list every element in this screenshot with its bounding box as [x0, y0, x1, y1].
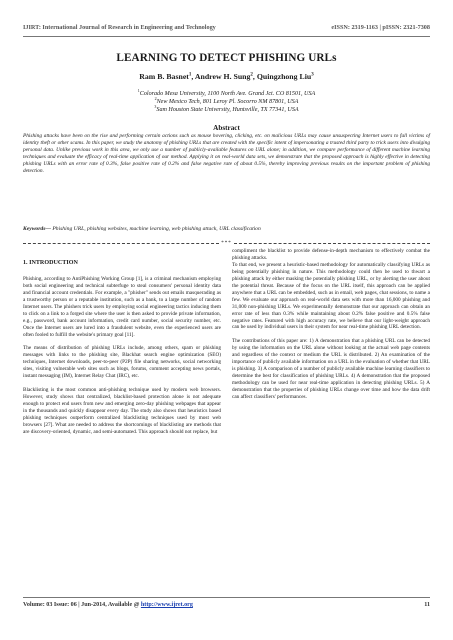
affiliation-text: New Mexico Tech, 801 Leroy Pl. Socorro NM 87801, USA — [156, 99, 299, 106]
footer-volume — [23, 602, 193, 608]
affiliation-sup: 3 — [154, 104, 157, 109]
author-name: Ram B. Basnet — [139, 72, 189, 81]
issn: eISSN: 2319-1163 | pISSN: 2321-7308 — [331, 24, 430, 31]
author-name: Quingzhong Liu — [256, 72, 312, 81]
volume-text: Volume: 03 Issue: 06 | Jun-2014, Available @ — [23, 602, 141, 608]
author-sup: 2 — [250, 72, 253, 78]
separator-dash — [234, 243, 430, 244]
header-rule — [23, 36, 430, 37]
body-paragraph: Blacklisting is the most common anti-phishing technique used by modern web browsers. However, study shows that centralized, blacklist-based protection alone is not adequate enough to protect end users from new and emerging zero-day phishing webpages that appear in the thousands and quickly disappear every day. The study also shows that heuristics based phishing techniques outperform centralized blacklisting techniques used by most web browsers [27]. What are needed to address the shortcomings of blacklisting are methods that are discovery-oriented, dynamic, and semi-automated. This approach should not replace, but — [23, 387, 221, 435]
author-sup: 1 — [188, 72, 192, 78]
left-column — [23, 258, 221, 436]
keywords-text: Phishing URL, phishing websites, machine learning, web phishing attack, URL classification — [50, 226, 261, 232]
section-separator — [23, 240, 430, 246]
body-paragraph: The contributions of this paper are: 1) A demonstration that a phishing URL can be detected by using the information on the URL alone without looking at the actual web page contents and regardless of the context or medium the URL is distributed. 2) An examination of the importance of publicly available information on a URL in the evaluation of whether that URL is phishing. 3) A comparison of a number of publicly available machine learning classifiers to determine the best for classification of phishing URLs. 4) A demonstration that the proposed methodology can be used for near real-time application in detecting phishing URLs. 5) A demonstration that the properties of phishing URLs change over time and how the data drift can affect classifiers' performances. — [232, 338, 430, 400]
keywords — [23, 226, 430, 233]
body-paragraph: compliment the blacklist to provide defense-in-depth mechanism to effectively combat the phishing attacks. — [232, 248, 430, 261]
running-footer — [23, 602, 430, 608]
body-paragraph: The means of distribution of phishing URLs include, among others, spam or phishing messages with links to the phishing site, Blackhat search engine optimization (SEO) techniques, Internet downloads, peer-to-peer (P2P) file sharing networks, social networking sites, visiting vulnerable web sites such as blogs, forums, comment accepting news portals, instant messaging (IM), Internet Relay Chat (IRC), etc. — [23, 345, 221, 380]
body-paragraph: Phishing, according to AntiPhishing Working Group [1], is a criminal mechanism employing both social engineering and technical subterfuge to steal consumers' personal identity data and financial account credentials. For example, a "phisher" sends out emails masquerading as a trustworthy person or a reputable institution, such as a bank, to a large number of random Internet users. The phishers trick users by employing social engineering tactics inducing them to click on a link to a forged site where the user is then asked to provide private information, e.g., password, bank account information, credit card number, social security number, etc. Once the Internet users are lured into a fraudulent website, even the experienced users are often fooled to fulfill the website's primary goal [11]. — [23, 275, 221, 338]
separator-dash — [23, 243, 219, 244]
keywords-label: Keywords— — [23, 226, 51, 232]
affiliation-text: Colorado Mesa University, 1100 North Ave. Grand Jct. CO 81501, USA — [139, 91, 316, 98]
journal-link[interactable]: http://www.ijret.org — [140, 602, 193, 608]
affiliation — [0, 103, 453, 115]
affiliation-sup: 1 — [137, 88, 140, 93]
abstract-text: Phishing attacks have been on the rise and performing certain actions such as mouse hovering, clicking, etc. on malicious URLs may cause unsuspecting Internet users to fall victims of identity theft or other scams. In this paper, we study the anatomy of phishing URLs that are created with the specific intent of impersonating a trusted third party to trick users into divulging personal data. Unlike previous work in this area, we only use a number of publicly-available features on URL alone; in addition, we compare performance of different machine learning techniques and evaluate the efficacy of real-time application of our method. Applying it on real-world data sets, we demonstrate that the proposed approach is highly effective in detecting phishing URLs with an error rate of 0.3%, false positive rate of 0.2% and false negative rate of about 0.5%, thereby improving previous results on the important problem of phishing detection. — [23, 133, 430, 175]
author-sup: 3 — [311, 72, 314, 78]
separator-mark: *** — [221, 240, 232, 246]
abstract-heading: Abstract — [213, 124, 240, 132]
affiliation-sup: 2 — [154, 96, 157, 101]
paper-title: LEARNING TO DETECT PHISHING URLs — [116, 52, 337, 64]
section-heading: 1. INTRODUCTION — [23, 260, 78, 266]
author-list: Ram B. Basnet$^1$, Andrew H. Sung$^2$, Quingzhong Liu$^3$ — [139, 72, 314, 81]
running-header — [23, 24, 430, 31]
right-column — [232, 248, 430, 401]
body-paragraph: To that end, we present a heuristic-based methodology for automatically classifying URLs as being potentially phishing in nature. This methodology could then be used to thwart a phishing attack by either masking the potentially phishing URL, or by alerting the user about the potential threat. Because of the focus on the URL itself, this approach can be applied anywhere that a URL can be embedded, such as in email, web pages, chat sessions, to name a few. We evaluate our approach on real-world data sets with more than 16,000 phishing and 31,000 non-phishing URLs. We experimentally demonstrate that our approach can obtain an error rate of less than 0.3% while maintaining about 0.2% false positive and 0.5% false negative rates. Featured with high accuracy rate, we believe that our light-weight approach can be used by individual users in their system for near real-time phishing URL detection. — [232, 261, 430, 331]
affiliation-text: Sam Houston State University, Huntsville, TX 77341, USA — [156, 107, 299, 114]
footer-rule — [23, 597, 430, 598]
journal-name: IJIRT: International Journal of Research in Engineering and Technology — [23, 24, 216, 31]
author-name: Andrew H. Sung — [194, 72, 251, 81]
page-number: 11 — [424, 602, 430, 608]
